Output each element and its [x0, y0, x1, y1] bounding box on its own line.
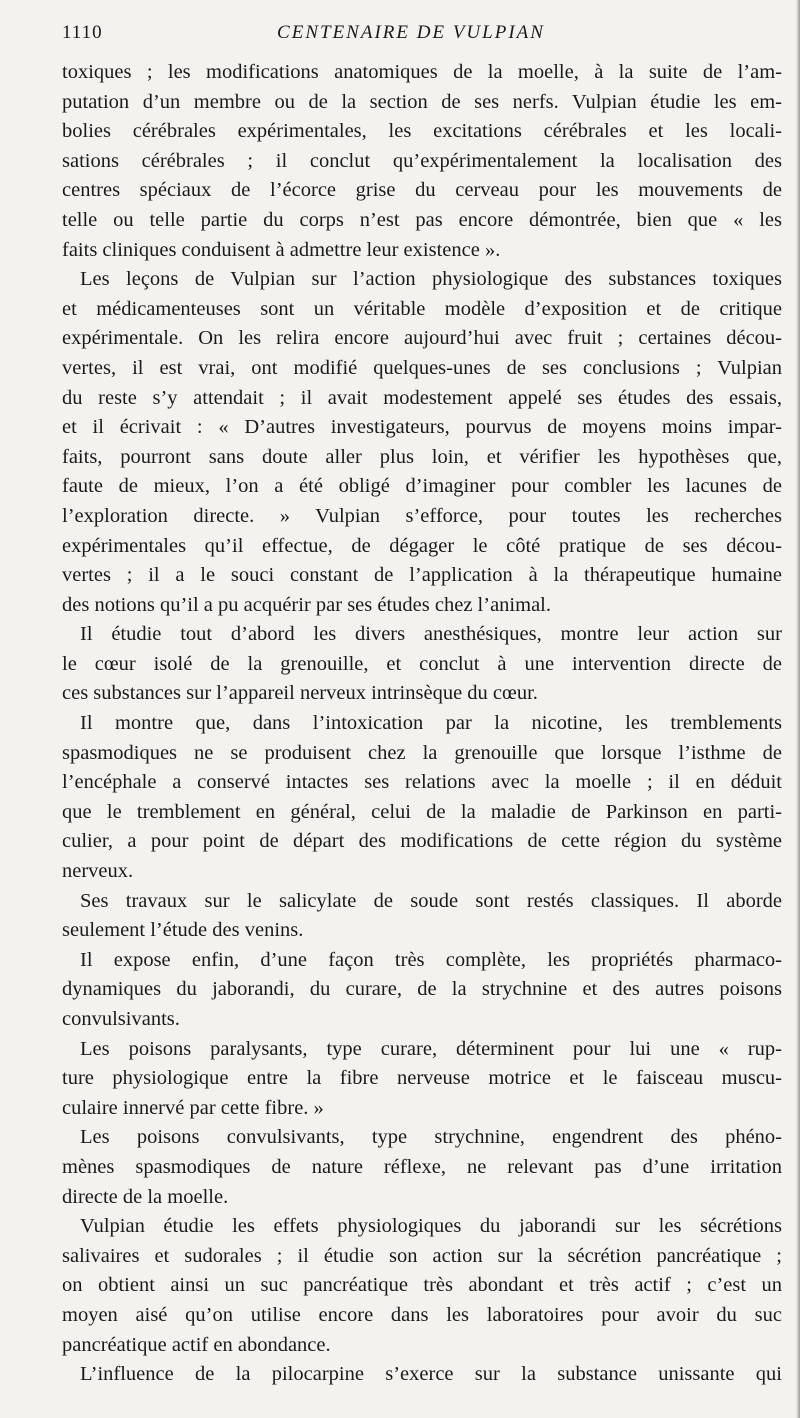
text-line: Les poisons paralysants, type curare, déterminent pour lui une « rup- — [80, 1037, 782, 1060]
text-line: sations cérébrales ; il conclut qu’expérimentalement la localisation des — [62, 149, 782, 172]
text-line: faits, pourront sans doute aller plus loin, et vérifier les hypothèses que, — [62, 445, 782, 468]
text-line: expérimentale. On les relira encore aujourd’hui avec fruit ; certaines décou- — [62, 327, 782, 350]
text-line: ces substances sur l’appareil nerveux intrinsèque du cœur. — [62, 682, 538, 705]
text-line: Il expose enfin, d’une façon très complète, les propriétés pharmaco- — [80, 948, 782, 971]
body-text — [62, 58, 782, 1390]
text-line: que le tremblement en général, celui de la maladie de Parkinson en parti- — [62, 800, 782, 823]
text-line: pancréatique actif en abondance. — [62, 1333, 331, 1356]
text-line: toxiques ; les modifications anatomiques de la moelle, à la suite de l’am- — [62, 61, 782, 83]
text-line: vertes ; il a le souci constant de l’application à la thérapeutique humaine — [62, 564, 782, 587]
text-line: convulsivants. — [62, 1008, 180, 1030]
text-line: l’exploration directe. » Vulpian s’efforce, pour toutes les recherches — [62, 504, 782, 527]
text-line: culaire innervé par cette fibre. » — [62, 1096, 324, 1119]
text-line: L’influence de la pilocarpine s’exerce sur la substance unissante qui — [80, 1363, 782, 1386]
text-line: on obtient ainsi un suc pancréatique très abondant et très actif ; c’est un — [62, 1274, 782, 1297]
page-number: 1110 — [62, 22, 103, 43]
text-line: Les poisons convulsivants, type strychnine, engendrent des phéno- — [80, 1126, 782, 1149]
text-line: Il montre que, dans l’intoxication par la nicotine, les tremblements — [80, 712, 782, 735]
text-line: le cœur isolé de la grenouille, et conclut à une intervention directe de — [62, 652, 782, 675]
running-title: CENTENAIRE DE VULPIAN — [277, 22, 545, 43]
text-line: faute de mieux, l’on a été obligé d’imaginer pour combler les lacunes de — [62, 475, 782, 498]
text-line: directe de la moelle. — [62, 1185, 229, 1208]
text-line: vertes, il est vrai, ont modifié quelques-unes de ses conclusions ; Vulpian — [62, 356, 782, 379]
text-line: telle ou telle partie du corps n’est pas encore démontrée, bien que « les — [62, 208, 782, 231]
text-line: Ses travaux sur le salicylate de soude sont restés classiques. Il aborde — [80, 889, 782, 912]
text-line: putation d’un membre ou de la section de ses nerfs. Vulpian étudie les em- — [62, 90, 782, 113]
text-line: Les leçons de Vulpian sur l’action physiologique des substances toxiques — [80, 268, 782, 291]
text-line: moyen aisé qu’on utilise encore dans les laboratoires pour avoir du suc — [62, 1303, 782, 1326]
text-line: expérimentales qu’il effectue, de dégager le côté pratique de ses décou- — [62, 534, 782, 557]
page-header — [62, 22, 760, 52]
text-line: centres spéciaux de l’écorce grise du cerveau pour les mouvements de — [62, 179, 782, 202]
text-line: et il écrivait : « D’autres investigateurs, pourvus de moyens moins impar- — [62, 416, 782, 439]
text-line: l’encéphale a conservé intactes ses relations avec la moelle ; il en déduit — [62, 771, 782, 794]
text-line: Il étudie tout d’abord les divers anesthésiques, montre leur action sur — [80, 623, 782, 646]
text-line: bolies cérébrales expérimentales, les excitations cérébrales et les locali- — [62, 120, 782, 143]
text-line: nerveux. — [62, 860, 134, 883]
text-line: mènes spasmodiques de nature réflexe, ne relevant pas d’une irritation — [62, 1155, 782, 1178]
text-line: spasmodiques ne se produisent chez la grenouille que lorsque l’isthme de — [62, 741, 782, 764]
text-line: et médicamenteuses sont un véritable modèle d’exposition et de critique — [62, 297, 782, 320]
text-line: faits cliniques conduisent à admettre leur existence ». — [62, 238, 501, 261]
text-line: du reste s’y attendait ; il avait modestement appelé ses études des essais, — [62, 386, 782, 409]
page-edge-shadow — [796, 0, 800, 1418]
text-line: dynamiques du jaborandi, du curare, de la strychnine et des autres poisons — [62, 978, 782, 1001]
text-line: des notions qu’il a pu acquérir par ses études chez l’animal. — [62, 593, 551, 616]
text-line: culier, a pour point de départ des modifications de cette région du système — [62, 830, 782, 853]
text-line: salivaires et sudorales ; il étudie son action sur la sécrétion pancréatique ; — [62, 1244, 782, 1267]
text-line: ture physiologique entre la fibre nerveuse motrice et le faisceau muscu- — [62, 1067, 782, 1090]
text-line: seulement l’étude des venins. — [62, 919, 304, 942]
text-line: Vulpian étudie les effets physiologiques du jaborandi sur les sécrétions — [80, 1215, 782, 1238]
